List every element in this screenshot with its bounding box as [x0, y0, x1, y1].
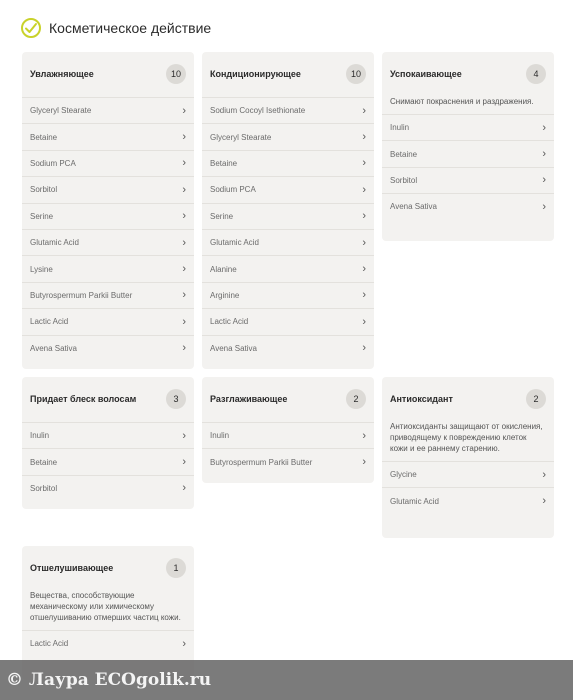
- chevron-right-icon: ›: [542, 174, 546, 187]
- ingredient-label: Serine: [210, 211, 234, 221]
- card-header: [382, 377, 554, 421]
- chevron-right-icon: ›: [362, 456, 366, 469]
- card-title: Антиоксидант: [390, 394, 453, 404]
- ingredient-row[interactable]: [22, 335, 194, 361]
- chevron-right-icon: ›: [182, 263, 186, 276]
- chevron-right-icon: ›: [182, 429, 186, 442]
- watermark-bar: [0, 660, 573, 700]
- card-title: Разглаживающее: [210, 394, 288, 404]
- ingredient-row[interactable]: [22, 282, 194, 308]
- ingredient-label: Glutamic Acid: [390, 496, 439, 506]
- ingredient-label: Inulin: [210, 431, 230, 441]
- ingredient-label: Lactic Acid: [30, 317, 69, 327]
- card-conditioning: [202, 52, 374, 369]
- ingredient-row[interactable]: [382, 167, 554, 193]
- chevron-right-icon: ›: [362, 342, 366, 355]
- ingredient-label: Sorbitol: [30, 185, 58, 195]
- ingredient-row[interactable]: [22, 308, 194, 334]
- card-description: Снимают покраснения и раздражения.: [390, 97, 534, 106]
- ingredient-row[interactable]: [202, 229, 374, 255]
- ingredient-row[interactable]: [202, 123, 374, 149]
- ingredient-label: Butyrospermum Parkii Butter: [210, 457, 313, 467]
- ingredient-label: Sorbitol: [390, 175, 418, 185]
- chevron-right-icon: ›: [182, 210, 186, 223]
- chevron-right-icon: ›: [182, 131, 186, 144]
- ingredient-label: Alanine: [210, 264, 237, 274]
- chevron-right-icon: ›: [362, 263, 366, 276]
- card-title: Отшелушивающее: [30, 563, 114, 573]
- ingredient-row[interactable]: [202, 176, 374, 202]
- ingredient-row[interactable]: [202, 308, 374, 334]
- ingredient-label: Betaine: [390, 149, 418, 159]
- ingredient-label: Avena Sativa: [30, 343, 77, 353]
- chevron-right-icon: ›: [182, 315, 186, 328]
- ingredient-label: Arginine: [210, 290, 240, 300]
- ingredient-row[interactable]: [202, 97, 374, 123]
- card-hair-shine: [22, 377, 194, 509]
- ingredient-list: [202, 422, 374, 475]
- ingredient-label: Betaine: [30, 457, 58, 467]
- chevron-right-icon: ›: [182, 104, 186, 117]
- chevron-right-icon: ›: [182, 236, 186, 249]
- section-title: Косметическое действие: [49, 20, 212, 36]
- ingredient-row[interactable]: [22, 150, 194, 176]
- ingredient-list: [202, 97, 374, 361]
- ingredient-row[interactable]: [22, 630, 194, 656]
- ingredient-label: Avena Sativa: [210, 343, 257, 353]
- ingredient-label: Inulin: [390, 123, 410, 133]
- card-smoothing: [202, 377, 374, 483]
- chevron-right-icon: ›: [362, 131, 366, 144]
- section-header: [21, 17, 211, 39]
- count-badge: 2: [346, 389, 366, 409]
- count-badge: 10: [346, 64, 366, 84]
- chevron-right-icon: ›: [182, 342, 186, 355]
- chevron-right-icon: ›: [362, 289, 366, 302]
- chevron-right-icon: ›: [542, 200, 546, 213]
- ingredient-row[interactable]: [22, 475, 194, 501]
- ingredient-label: Sodium PCA: [30, 158, 76, 168]
- chevron-right-icon: ›: [182, 183, 186, 196]
- chevron-right-icon: ›: [542, 148, 546, 161]
- chevron-right-icon: ›: [182, 456, 186, 469]
- chevron-right-icon: ›: [362, 429, 366, 442]
- card-title: Увлажняющее: [30, 69, 94, 79]
- ingredient-label: Glyceryl Stearate: [210, 132, 272, 142]
- ingredient-list: [22, 422, 194, 501]
- chevron-right-icon: ›: [542, 468, 546, 481]
- check-circle-icon: [21, 18, 41, 38]
- chevron-right-icon: ›: [362, 315, 366, 328]
- card-soothing: [382, 52, 554, 241]
- chevron-right-icon: ›: [182, 157, 186, 170]
- ingredient-label: Sodium Cocoyl Isethionate: [210, 106, 306, 116]
- count-badge: 3: [166, 389, 186, 409]
- card-description: Антиоксиданты защищают от окисления, приводящему к повреждению клеток кожи и ее раннему старению.: [390, 422, 543, 453]
- ingredient-row[interactable]: [382, 140, 554, 166]
- ingredient-row[interactable]: [382, 461, 554, 487]
- chevron-right-icon: ›: [542, 495, 546, 508]
- ingredient-label: Avena Sativa: [390, 202, 437, 212]
- ingredient-row[interactable]: [22, 255, 194, 281]
- ingredient-row[interactable]: [202, 203, 374, 229]
- count-badge: 10: [166, 64, 186, 84]
- card-antioxidant: [382, 377, 554, 538]
- card-title: Придает блеск волосам: [30, 394, 137, 404]
- ingredient-label: Sodium PCA: [210, 185, 256, 195]
- chevron-right-icon: ›: [182, 289, 186, 302]
- ingredient-row[interactable]: [22, 422, 194, 448]
- ingredient-row[interactable]: [22, 176, 194, 202]
- chevron-right-icon: ›: [362, 157, 366, 170]
- count-badge: 4: [526, 64, 546, 84]
- ingredient-row[interactable]: [382, 114, 554, 140]
- count-badge: 2: [526, 389, 546, 409]
- card-header: [202, 52, 374, 96]
- card-header: [22, 377, 194, 421]
- ingredient-row[interactable]: [202, 422, 374, 448]
- ingredient-label: Glutamic Acid: [30, 238, 79, 248]
- card-header: [22, 52, 194, 96]
- ingredient-row[interactable]: [202, 282, 374, 308]
- ingredient-label: Glutamic Acid: [210, 238, 259, 248]
- ingredient-label: Lactic Acid: [30, 639, 69, 649]
- ingredient-row[interactable]: [22, 203, 194, 229]
- ingredient-row[interactable]: [202, 335, 374, 361]
- ingredient-label: Lactic Acid: [210, 317, 249, 327]
- ingredient-label: Sorbitol: [30, 483, 58, 493]
- ingredient-row[interactable]: [382, 193, 554, 219]
- ingredient-list: [382, 461, 554, 514]
- chevron-right-icon: ›: [182, 637, 186, 650]
- chevron-right-icon: ›: [542, 121, 546, 134]
- ingredient-row[interactable]: [22, 123, 194, 149]
- chevron-right-icon: ›: [362, 183, 366, 196]
- ingredient-label: Butyrospermum Parkii Butter: [30, 290, 133, 300]
- card-moisturizing: [22, 52, 194, 369]
- chevron-right-icon: ›: [362, 236, 366, 249]
- count-badge: 1: [166, 558, 186, 578]
- ingredient-row[interactable]: [202, 448, 374, 474]
- card-header: [22, 546, 194, 590]
- ingredient-label: Glyceryl Stearate: [30, 106, 92, 116]
- ingredient-list: [382, 114, 554, 220]
- chevron-right-icon: ›: [362, 210, 366, 223]
- ingredient-label: Glycine: [390, 470, 417, 480]
- card-title: Кондиционирующее: [210, 69, 301, 79]
- ingredient-label: Serine: [30, 211, 54, 221]
- card-description: Вещества, способствующие механическому или химическому отшелушиванию отмерших частиц кожи.: [30, 591, 181, 622]
- ingredient-row[interactable]: [22, 97, 194, 123]
- ingredient-list: [22, 97, 194, 361]
- ingredient-label: Lysine: [30, 264, 53, 274]
- ingredient-list: [22, 630, 194, 656]
- ingredient-label: Betaine: [30, 132, 58, 142]
- ingredient-row[interactable]: [22, 229, 194, 255]
- ingredient-row[interactable]: [202, 255, 374, 281]
- card-header: [202, 377, 374, 421]
- ingredient-label: Betaine: [210, 158, 238, 168]
- ingredient-row[interactable]: [382, 487, 554, 513]
- ingredient-row[interactable]: [22, 448, 194, 474]
- ingredient-row[interactable]: [202, 150, 374, 176]
- card-title: Успокаивающее: [390, 69, 462, 79]
- watermark-text: © Лаура ECOgolik.ru: [6, 670, 212, 690]
- chevron-right-icon: ›: [182, 482, 186, 495]
- chevron-right-icon: ›: [362, 104, 366, 117]
- ingredient-label: Inulin: [30, 431, 50, 441]
- card-header: [382, 52, 554, 96]
